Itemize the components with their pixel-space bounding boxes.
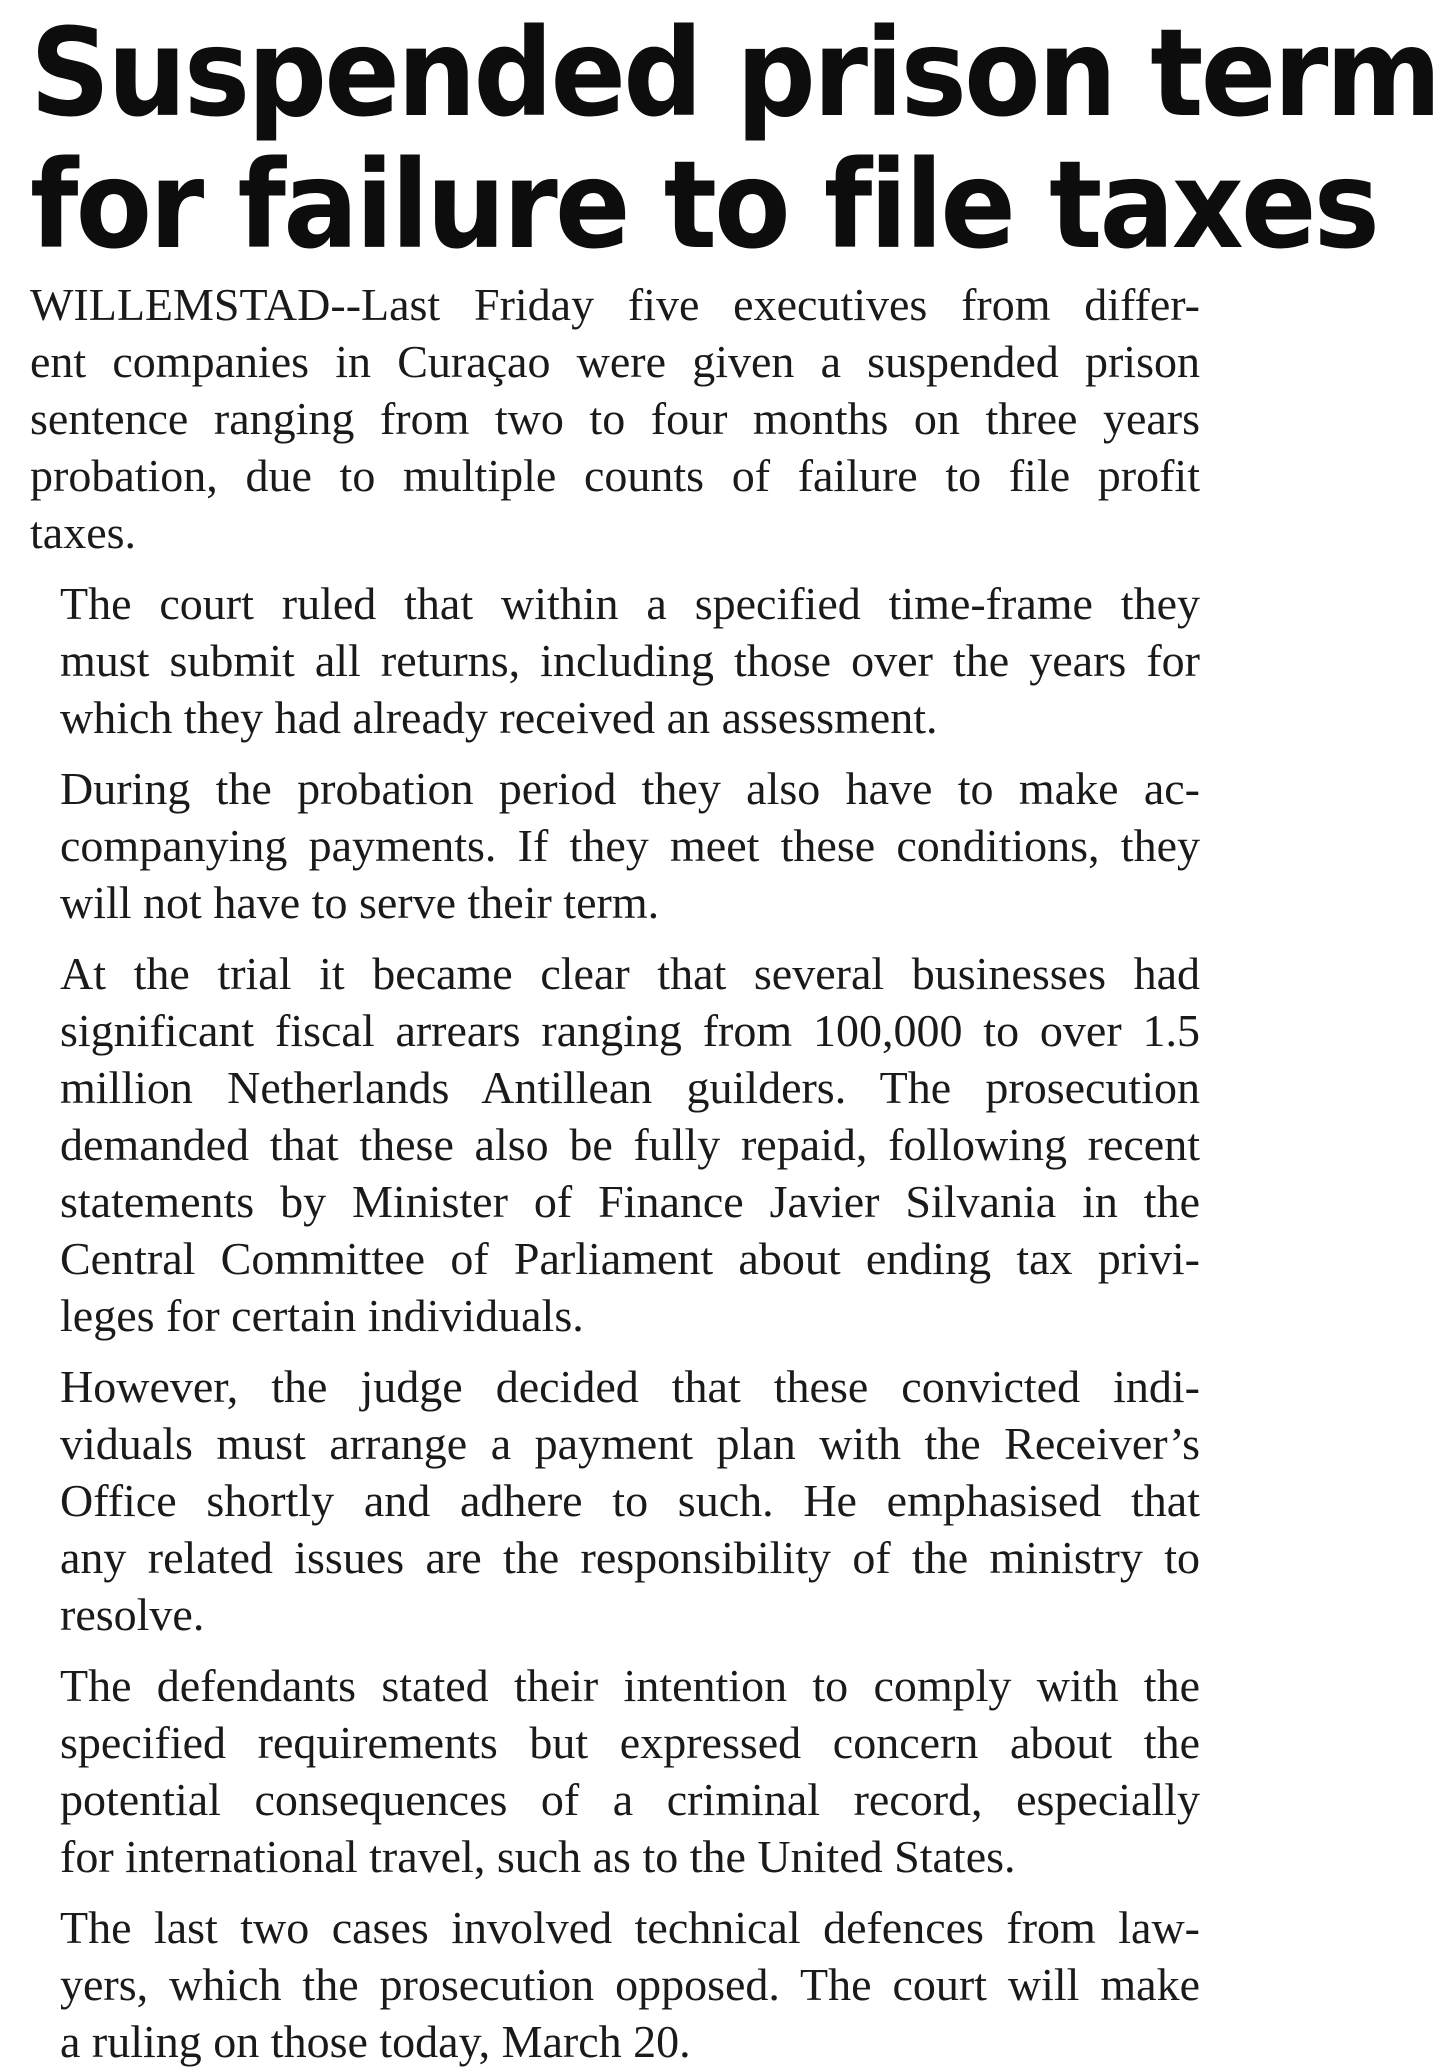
article-body	[30, 276, 1200, 2070]
paragraph-line: Office shortly and adhere to such. He emphasised that	[60, 1475, 1200, 1526]
paragraph-line: During the probation period they also have to make ac-	[60, 763, 1200, 814]
paragraph-line: specified requirements but expressed concern about the	[60, 1717, 1200, 1768]
paragraph-line: WILLEMSTAD--Last Friday five executives from differ-	[30, 279, 1200, 330]
article-paragraph	[30, 1899, 1200, 2070]
paragraph-line: ent companies in Curaçao were given a suspended prison	[30, 336, 1200, 387]
paragraph-line: yers, which the prosecution opposed. The court will make	[60, 1959, 1200, 2010]
paragraph-line: taxes.	[30, 507, 137, 558]
article-paragraph	[30, 1358, 1200, 1643]
paragraph-line: Central Committee of Parliament about ending tax privi-	[60, 1233, 1200, 1284]
article-paragraph	[30, 945, 1200, 1344]
headline-line: Suspended prison term	[30, 3, 1439, 144]
paragraph-line: must submit all returns, including those over the years for	[60, 635, 1200, 686]
paragraph-line: At the trial it became clear that several businesses had	[60, 948, 1200, 999]
paragraph-line: demanded that these also be fully repaid, following recent	[60, 1119, 1200, 1170]
paragraph-line: companying payments. If they meet these conditions, they	[60, 820, 1200, 871]
paragraph-line: significant fiscal arrears ranging from 100,000 to over 1.5	[60, 1005, 1200, 1056]
paragraph-line: resolve.	[60, 1589, 205, 1640]
article-headline	[30, 0, 1439, 276]
paragraph-line: The last two cases involved technical defences from law-	[60, 1902, 1200, 1953]
paragraph-line: any related issues are the responsibility of the ministry to	[60, 1532, 1200, 1583]
paragraph-line: for international travel, such as to the United States.	[60, 1831, 1016, 1882]
article-paragraph	[30, 760, 1200, 931]
article-paragraph	[30, 276, 1200, 561]
paragraph-line: The defendants stated their intention to comply with the	[60, 1660, 1200, 1711]
article-paragraph	[30, 575, 1200, 746]
paragraph-line: leges for certain individuals.	[60, 1290, 584, 1341]
paragraph-line: viduals must arrange a payment plan with the Receiver’s	[60, 1418, 1200, 1469]
paragraph-line: The court ruled that within a specified time-frame they	[60, 578, 1200, 629]
paragraph-line: probation, due to multiple counts of failure to file profit	[30, 450, 1200, 501]
headline-line: for failure to file taxes	[30, 135, 1378, 276]
paragraph-line: statements by Minister of Finance Javier Silvania in the	[60, 1176, 1200, 1227]
paragraph-line: a ruling on those today, March 20.	[60, 2016, 691, 2067]
article-paragraph	[30, 1657, 1200, 1885]
paragraph-line: sentence ranging from two to four months on three years	[30, 393, 1200, 444]
paragraph-line: will not have to serve their term.	[60, 877, 660, 928]
paragraph-line: million Netherlands Antillean guilders. The prosecution	[60, 1062, 1200, 1113]
news-article	[30, 0, 1439, 2067]
paragraph-line: However, the judge decided that these convicted indi-	[60, 1361, 1200, 1412]
paragraph-line: which they had already received an assessment.	[60, 692, 938, 743]
paragraph-line: potential consequences of a criminal record, especially	[60, 1774, 1200, 1825]
